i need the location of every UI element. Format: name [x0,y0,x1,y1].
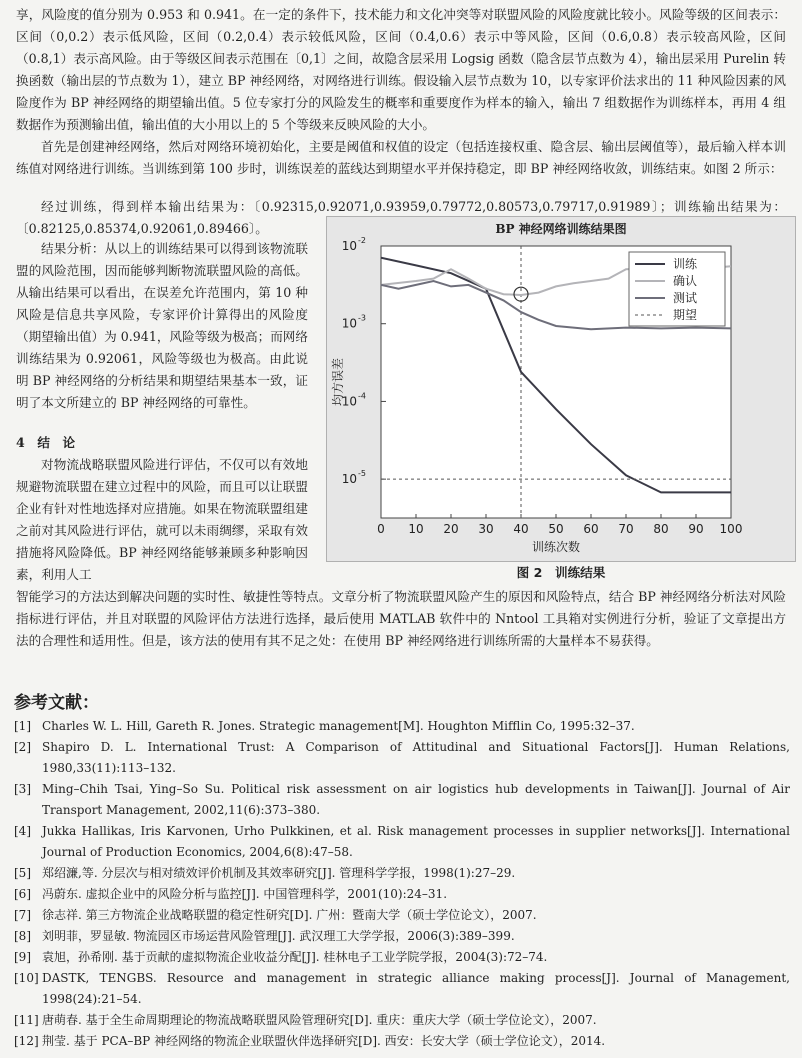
training-result-figure [326,216,796,580]
reference-number: [1] [14,719,31,733]
reference-item [14,968,790,1010]
reference-text: 郑绍濂,等. 分层次与相对绩效评价机制及其效率研究[J]. 管理科学学报，1998(1):27–29. [42,866,516,880]
legend-label: 测试 [673,291,698,305]
figure-caption: 图 2 训练结果 [516,565,606,580]
reference-text: 徐志祥. 第三方物流企业战略联盟的稳定性研究[D]. 广州：暨南大学（硕士学位论文），2007. [42,908,537,922]
x-tick-label: 20 [443,522,459,536]
x-tick-label: 100 [719,522,743,536]
reference-item [14,821,790,863]
reference-text: Jukka Hallikas, Iris Karvonen, Urho Pulkkinen, et al. Risk management processes in supplier networks[J]. International Journal of Production Economics, 2004,6(8):47–58. [42,824,790,859]
reference-item [14,905,790,926]
y-tick-label-exponent: -3 [358,313,366,323]
y-tick-label-exponent: -4 [358,391,366,401]
legend-label: 期望 [673,308,698,322]
result-analysis-paragraph: 结果分析：从以上的训练结果可以得到该物流联盟的风险范围，因而能够判断物流联盟风险的高低。从输出结果可以看出，在误差允许范围内，第 10 种风险是信息共享风险，专家评价计算得出的风险度（期望输出值）为 0.941，风险等级为极高；而网络训练结果为 0.92061，风险等级也为极高。由此说明 BP 神经网络的分析结果和期望结果基本一致，证明了本文所建立的 BP 神经网络的可靠性。 [16,241,308,410]
reference-number: [4] [14,824,31,838]
chart-title: BP 神经网络训练结果图 [495,222,627,236]
reference-item [14,737,790,779]
reference-number: [3] [14,782,31,796]
reference-number: [12] [14,1034,39,1048]
reference-text: 冯蔚东. 虚拟企业中的风险分析与监控[J]. 中国管理科学，2001(10):24–31. [42,887,448,901]
reference-text: Ming–Chih Tsai, Ying–So Su. Political risk assessment on air logistics hub developments in Taiwan[J]. Journal of Air Transport Management, 2002,11(6):373–380. [42,782,790,817]
x-tick-label: 30 [478,522,494,536]
reference-text: 荆莹. 基于 PCA–BP 神经网络的物流企业联盟伙伴选择研究[D]. 西安：长安大学（硕士学位论文），2014. [42,1034,606,1048]
reference-number: [5] [14,866,31,880]
conclusion-paragraph: 对物流战略联盟风险进行评估，不仅可以有效地规避物流联盟在建立过程中的风险，而且可以让联盟企业有针对性地选择对应措施。如果在物流联盟组建之前对其风险进行评估，就可以未雨绸缪，采取有效措施将风险降低。BP 神经网络能够兼顾多种影响因素，利用人工 [16,457,308,582]
reference-item [14,1010,790,1031]
reference-number: [2] [14,740,31,754]
reference-text: 袁旭，孙希刚. 基于贡献的虚拟物流企业收益分配[J]. 桂林电子工业学院学报，2004(3):72–74. [42,950,548,964]
reference-number: [10] [14,971,39,985]
reference-item [14,863,790,884]
reference-text: Shapiro D. L. International Trust: A Comparison of Attitudinal and Situational Factors[J]. Human Relations, 1980,33(11):113–132. [42,740,790,775]
reference-item [14,779,790,821]
x-axis-label: 训练次数 [531,540,581,554]
reference-number: [7] [14,908,31,922]
references-title: 参考文献： [14,693,99,713]
training-chart [326,216,796,562]
legend-label: 训练 [673,257,698,271]
reference-item [14,1031,790,1052]
y-tick-label-exponent: -5 [358,469,366,479]
x-tick-label: 50 [548,522,564,536]
x-tick-label: 60 [583,522,599,536]
reference-item [14,884,790,905]
reference-number: [6] [14,887,31,901]
y-tick-label-exponent: -2 [358,236,366,245]
reference-text: 刘明菲，罗显敏. 物流园区市场运营风险管理[J]. 武汉理工大学学报，2006(3):389–399. [42,929,515,943]
references-list [14,716,790,1052]
reference-text: DASTK, TENGBS. Resource and management in strategic alliance making process[J]. Journal of Management, 1998(24):21–54. [42,971,790,1006]
x-tick-label: 70 [618,522,634,536]
y-tick-label-base: 10 [341,239,357,253]
body-paragraph-2: 首先是创建神经网络，然后对网络环境初始化，主要是阈值和权值的设定（包括连接权重、隐含层、输出层阈值等），最后输入样本训练值对网络进行训练。当训练到第 100 步时，训练误差的蓝线达到期望水平并保持稳定，即 BP 神经网络收敛，训练结束。如图 2 所示： [16,139,786,176]
x-tick-label: 90 [688,522,704,536]
y-axis-label: 均方误差 [331,357,345,407]
x-tick-label: 40 [513,522,529,536]
y-tick-label-base: 10 [341,316,357,331]
reference-number: [9] [14,950,31,964]
reference-text: 唐萌春. 基于全生命周期理论的物流战略联盟风险管理研究[D]. 重庆：重庆大学（硕士学位论文），2007. [42,1013,597,1027]
conclusion-paragraph-continued: 智能学习的方法达到解决问题的实时性、敏捷性等特点。文章分析了物流联盟风险产生的原因和风险特点，结合 BP 神经网络分析法对风险指标进行评估，并且对联盟的风险评估方法进行选择，最后使用 MATLAB 软件中的 Nntool 工具箱对实例进行分析，验证了文章提出方法的合理性和适用性。但是，该方法的使用有其不足之处：在使用 BP 神经网络进行训练所需的大量样本不易获得。 [16,589,786,648]
reference-item [14,947,790,968]
reference-item [14,926,790,947]
reference-text: Charles W. L. Hill, Gareth R. Jones. Strategic management[M]. Houghton Mifflin Co, 1995:32–37. [42,719,635,733]
x-tick-label: 80 [653,522,669,536]
x-tick-label: 10 [408,522,424,536]
legend-label: 确认 [673,274,698,288]
section-heading-conclusion: 4 结 论 [16,435,76,450]
body-paragraph-3: 经过训练，得到样本输出结果为：〔0.92315,0.92071,0.93959,0.79772,0.80573,0.79717,0.91989〕；训练输出结果为：〔0.82125,0.85374,0.92061,0.89466〕。 [16,199,786,236]
reference-number: [8] [14,929,31,943]
body-paragraph-1: 享，风险度的值分别为 0.953 和 0.941。在一定的条件下，技术能力和文化冲突等对联盟风险的风险度就比较小。风险等级的区间表示：区间（0,0.2）表示低风险，区间（0.2,0.4）表示较低风险，区间（0.4,0.6）表示中等风险，区间（0.6,0.8）表示较高风险，区间（0.8,1）表示高风险。由于等级区间表示范围在〔0,1〕之间，故隐含层采用 Logsig 函数（隐含层节点数为 4），输出层采用 Purelin 转换函数（输出层的节点数为 1），建立 BP 神经网络，对网络进行训练。假设输入层节点数为 10，以专家评价法求出的 11 种风险因素的风险度作为 BP 神经网络的期望输出值。5 位专家打分的风险发生的概率和重要度作为样本的输入，输出 7 组数据作为训练样本，再用 4 组数据作为预测输出值，输出值的大小用以上的 5 个等级来反映风险的大小。 [16,7,786,132]
y-tick-label-base: 10 [341,472,357,487]
reference-number: [11] [14,1013,39,1027]
reference-item [14,716,790,737]
x-tick-label: 0 [377,522,385,536]
y-tick-label-base: 10 [341,394,357,409]
